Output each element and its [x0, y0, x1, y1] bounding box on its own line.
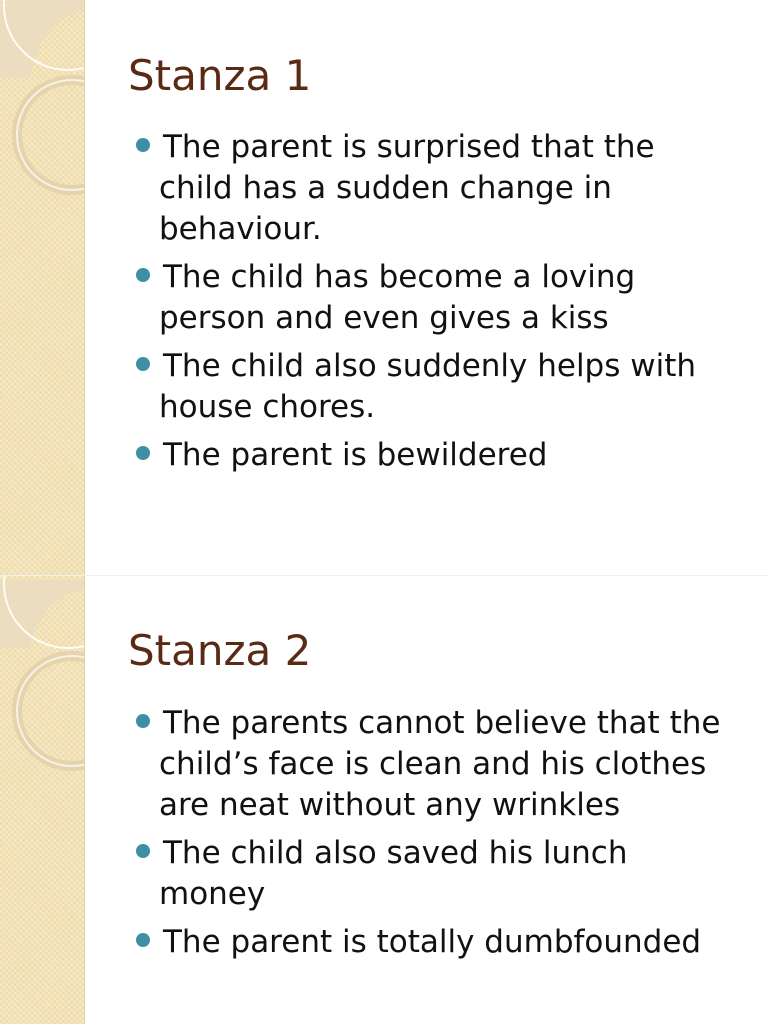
bullet-icon: [136, 268, 150, 282]
list-item: [128, 257, 728, 339]
decorative-side-strip: [0, 576, 85, 1024]
bullet-list: [128, 127, 728, 483]
bullet-icon: [136, 446, 150, 460]
bullet-text: The child also suddenly helps with house chores.: [159, 348, 697, 425]
ring-ornament-icon: [0, 0, 84, 576]
list-item: [128, 346, 728, 428]
list-item: [128, 127, 728, 250]
slide-title: Stanza 1: [128, 51, 312, 100]
list-item: [128, 922, 728, 963]
slide-stanza-2: [0, 576, 768, 1024]
bullet-icon: [136, 714, 150, 728]
bullet-text: The child has become a loving person and even gives a kiss: [159, 259, 636, 336]
bullet-icon: [136, 844, 150, 858]
bullet-text: The child also saved his lunch money: [159, 835, 628, 912]
bullet-icon: [136, 138, 150, 152]
bullet-text: The parent is bewildered: [163, 437, 548, 473]
bullet-text: The parent is totally dumbfounded: [163, 924, 702, 960]
bullet-text: The parents cannot believe that the child’s face is clean and his clothes are neat without any wrinkles: [159, 705, 721, 823]
list-item: [128, 435, 728, 476]
bullet-icon: [136, 357, 150, 371]
bullet-list: [128, 703, 728, 970]
list-item: [128, 703, 728, 826]
bullet-text: The parent is surprised that the child has a sudden change in behaviour.: [159, 129, 655, 247]
bullet-icon: [136, 933, 150, 947]
ring-ornament-icon: [0, 576, 84, 1024]
slide-title: Stanza 2: [128, 626, 312, 675]
list-item: [128, 833, 728, 915]
decorative-side-strip: [0, 0, 85, 576]
